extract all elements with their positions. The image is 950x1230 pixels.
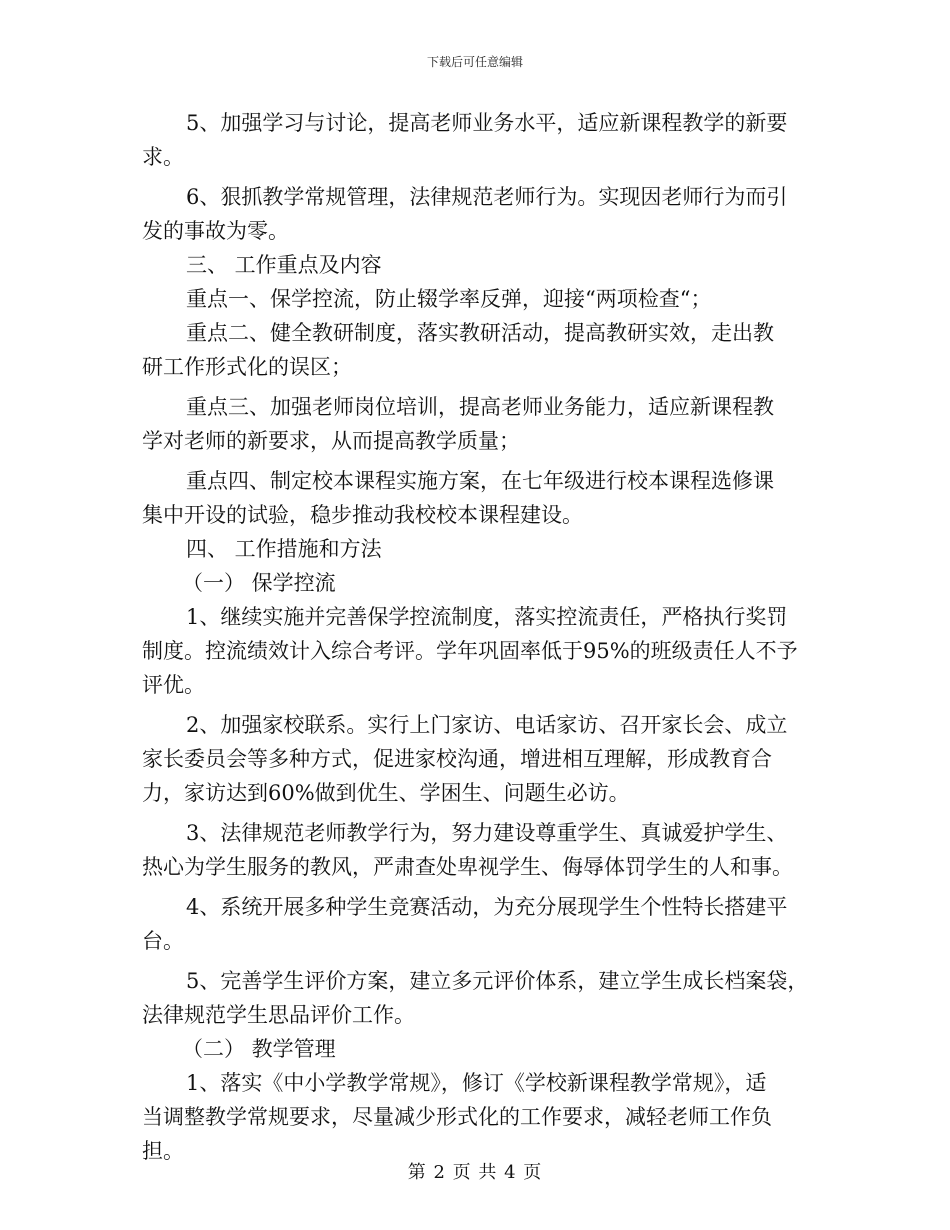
text-line: 担。 (142, 1139, 184, 1163)
text-line: 台。 (142, 929, 184, 953)
text-line: （一） 保学控流 (182, 571, 336, 595)
text-line: 法律规范学生思品评价工作。 (142, 1003, 415, 1027)
text-line: 5、加强学习与讨论，提高老师业务水平，适应新课程教学的新要 (186, 111, 788, 135)
text-line: 6、狠抓教学常规管理，法律规范老师行为。实现因老师行为而引 (186, 185, 788, 209)
page-header: 下载后可任意编辑 (426, 55, 523, 69)
text-line: 重点三、加强老师岗位培训，提高老师业务能力，适应新课程教 (186, 395, 774, 419)
document-body (142, 106, 810, 1168)
text-line: 当调整教学常规要求，尽量减少形式化的工作要求，减轻老师工作负 (142, 1105, 772, 1129)
text-line: 4、系统开展多种学生竞赛活动，为充分展现学生个性特长搭建平 (186, 895, 788, 919)
text-line: 重点一、保学控流，防止辍学率反弹，迎接“两项检查“； (186, 287, 712, 311)
text-line: 四、 工作措施和方法 (186, 537, 382, 561)
text-line: 学对老师的新要求，从而提高教学质量； (142, 429, 520, 453)
text-line: 3、法律规范老师教学行为，努力建设尊重学生、真诚爱护学生、 (186, 821, 788, 845)
text-line: 发的事故为零。 (142, 219, 289, 243)
text-line: 制度。控流绩效计入综合考评。学年巩固率低于95%的班级责任人不予 (142, 639, 798, 663)
text-line: 重点四、制定校本课程实施方案，在七年级进行校本课程选修课 (186, 469, 774, 493)
text-line: 评优。 (142, 673, 205, 697)
text-line: 三、 工作重点及内容 (186, 253, 382, 277)
text-line: 家长委员会等多种方式，促进家校沟通，增进相互理解，形成教育合 (142, 747, 772, 771)
page-footer: 第 2 页 共 4 页 (407, 1162, 543, 1183)
text-line: 力，家访达到60%做到优生、学困生、问题生必访。 (142, 781, 630, 805)
text-line: 研工作形式化的误区； (142, 355, 352, 379)
text-line: 1、继续实施并完善保学控流制度，落实控流责任，严格执行奖罚 (186, 605, 788, 629)
text-line: （二） 教学管理 (182, 1037, 336, 1061)
text-line: 重点二、健全教研制度，落实教研活动，提高教研实效，走出教 (186, 321, 774, 345)
text-line: 集中开设的试验，稳步推动我校校本课程建设。 (142, 503, 583, 527)
text-line: 5、完善学生评价方案，建立多元评价体系，建立学生成长档案袋， (186, 969, 809, 993)
text-line: 热心为学生服务的教风，严肃查处卑视学生、侮辱体罚学生的人和事。 (142, 855, 793, 879)
text-line: 1、落实《中小学教学常规》，修订《学校新课程教学常规》，适 (186, 1071, 767, 1095)
text-line: 2、加强家校联系。实行上门家访、电话家访、召开家长会、成立 (186, 713, 788, 737)
text-line: 求。 (142, 145, 184, 169)
